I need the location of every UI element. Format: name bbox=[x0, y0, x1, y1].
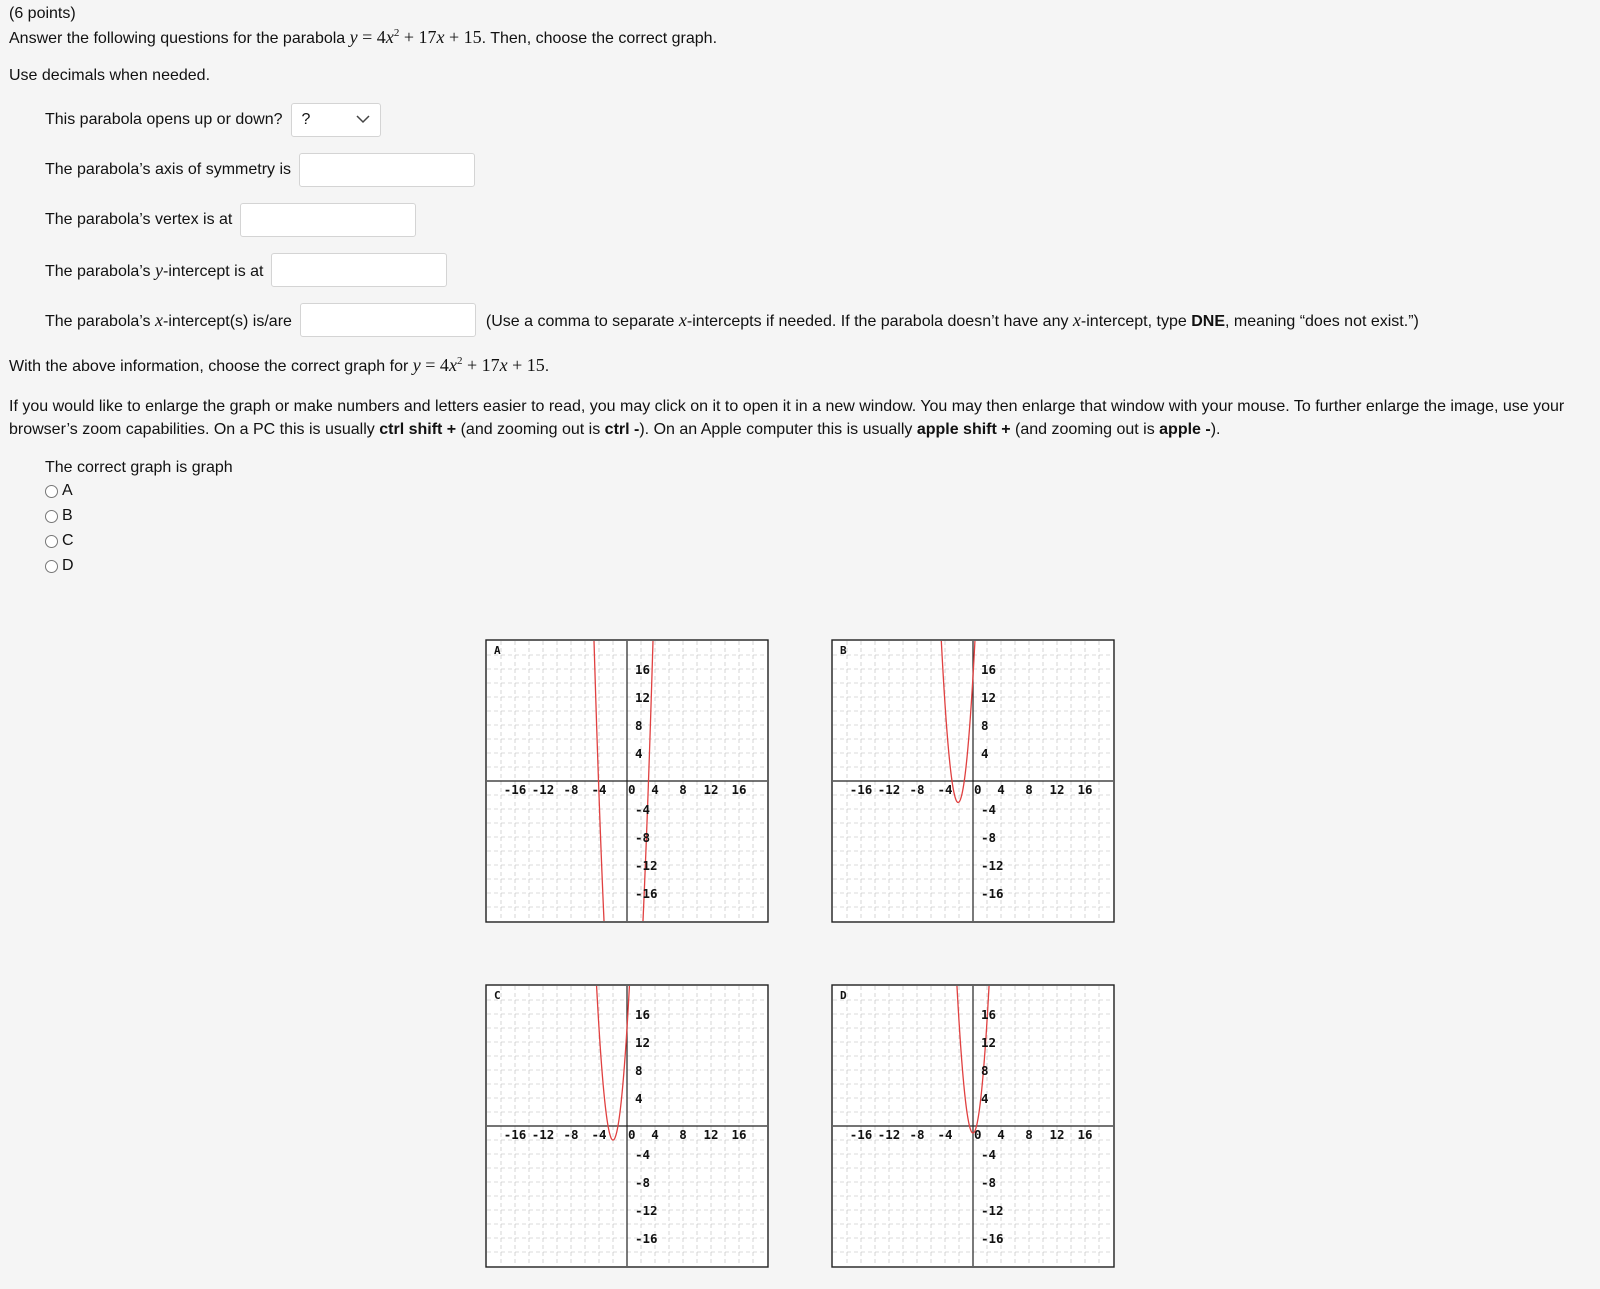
y-tick-label: 16 bbox=[635, 662, 651, 677]
x-tick-label: -4 bbox=[937, 1127, 953, 1142]
x-tick-label: 12 bbox=[703, 1127, 719, 1142]
x-tick-label: 4 bbox=[997, 1127, 1005, 1142]
y-tick-label: 12 bbox=[635, 1035, 651, 1050]
x-tick-label: 4 bbox=[997, 782, 1005, 797]
y-tick-label: 16 bbox=[981, 1007, 997, 1022]
radio-a[interactable] bbox=[45, 485, 58, 498]
x-tick-label: 12 bbox=[1049, 782, 1065, 797]
x-tick-label: 8 bbox=[1025, 1127, 1033, 1142]
y-tick-label: -12 bbox=[981, 858, 1004, 873]
vertex-label: The parabola’s vertex is at bbox=[45, 211, 233, 228]
x-tick-label: -12 bbox=[531, 1127, 555, 1142]
graph-panel-label: C bbox=[494, 989, 501, 1002]
graph-prompt: With the above information, choose the correct graph for $y = 4x^2 + 17x + 15$. bbox=[9, 355, 550, 375]
axis-question bbox=[45, 153, 475, 187]
decimals-note: Use decimals when needed. bbox=[9, 67, 211, 84]
y-tick-label: 4 bbox=[635, 746, 643, 761]
y-tick-label: -8 bbox=[635, 830, 651, 845]
graph-panel-label: A bbox=[494, 644, 501, 657]
radio-b[interactable] bbox=[45, 510, 58, 523]
x-tick-label: 0 bbox=[974, 782, 982, 797]
xint-question bbox=[45, 303, 1419, 337]
opens-question bbox=[45, 103, 381, 137]
opens-select[interactable] bbox=[291, 103, 381, 137]
chevron-down-icon bbox=[356, 111, 370, 129]
instructions bbox=[9, 27, 717, 48]
option-b[interactable]: B bbox=[45, 507, 73, 525]
y-tick-label: -8 bbox=[635, 1175, 651, 1190]
x-tick-label: -4 bbox=[591, 782, 607, 797]
x-tick-label: 0 bbox=[628, 782, 636, 797]
y-tick-label: -4 bbox=[635, 802, 651, 817]
option-d[interactable]: D bbox=[45, 557, 74, 575]
points-label: (6 points) bbox=[9, 5, 76, 22]
x-tick-label: 16 bbox=[1077, 782, 1093, 797]
y-tick-label: 8 bbox=[635, 1063, 643, 1078]
graph-svg bbox=[831, 639, 1115, 923]
y-tick-label: -4 bbox=[981, 802, 997, 817]
xint-hint: (Use a comma to separate x-intercepts if needed. If the parabola doesn’t have any x-intercept, type DNE, meaning “does not exist.”) bbox=[485, 309, 1419, 330]
x-tick-label: -8 bbox=[563, 1127, 579, 1142]
y-intercept-input[interactable] bbox=[271, 253, 447, 287]
y-tick-label: 16 bbox=[635, 1007, 651, 1022]
x-intercepts-input[interactable] bbox=[300, 303, 476, 337]
y-tick-label: 8 bbox=[981, 1063, 989, 1078]
x-tick-label: 8 bbox=[679, 782, 687, 797]
y-tick-label: -12 bbox=[635, 858, 658, 873]
y-tick-label: -4 bbox=[981, 1147, 997, 1162]
y-tick-label: 12 bbox=[981, 690, 997, 705]
axis-label: The parabola’s axis of symmetry is bbox=[45, 161, 292, 178]
yint-question bbox=[45, 253, 447, 287]
graph-svg bbox=[485, 639, 769, 923]
x-tick-label: 4 bbox=[651, 782, 659, 797]
graph-svg bbox=[831, 984, 1115, 1268]
y-tick-label: 12 bbox=[981, 1035, 997, 1050]
y-tick-label: 4 bbox=[635, 1091, 643, 1106]
vertex-input[interactable] bbox=[240, 203, 416, 237]
x-tick-label: 16 bbox=[731, 1127, 747, 1142]
y-tick-label: -8 bbox=[981, 1175, 997, 1190]
x-tick-label: -16 bbox=[849, 1127, 873, 1142]
x-tick-label: 12 bbox=[1049, 1127, 1065, 1142]
yint-label: The parabola’s y-intercept is at bbox=[45, 259, 264, 280]
y-tick-label: -12 bbox=[981, 1203, 1004, 1218]
x-tick-label: 12 bbox=[703, 782, 719, 797]
radio-d[interactable] bbox=[45, 560, 58, 573]
x-tick-label: -8 bbox=[563, 782, 579, 797]
xint-label: The parabola’s x-intercept(s) is/are bbox=[45, 309, 292, 330]
graph-d[interactable] bbox=[831, 984, 1115, 1268]
instruction-prefix: Answer the following questions for the parabola bbox=[9, 30, 346, 47]
x-tick-label: 4 bbox=[651, 1127, 659, 1142]
graph-panel-label: D bbox=[840, 989, 847, 1002]
x-tick-label: 0 bbox=[628, 1127, 636, 1142]
y-tick-label: 12 bbox=[635, 690, 651, 705]
axis-of-symmetry-input[interactable] bbox=[299, 153, 475, 187]
option-c[interactable]: C bbox=[45, 532, 74, 550]
x-tick-label: -16 bbox=[849, 782, 873, 797]
x-tick-label: 0 bbox=[974, 1127, 982, 1142]
graph-a[interactable] bbox=[485, 639, 769, 923]
y-tick-label: -12 bbox=[635, 1203, 658, 1218]
graph-b[interactable] bbox=[831, 639, 1115, 923]
y-tick-label: 4 bbox=[981, 746, 989, 761]
y-tick-label: 8 bbox=[635, 718, 643, 733]
y-tick-label: 4 bbox=[981, 1091, 989, 1106]
instruction-suffix: . Then, choose the correct graph. bbox=[481, 30, 718, 47]
choice-label: The correct graph is graph bbox=[45, 459, 233, 476]
graph-svg bbox=[485, 984, 769, 1268]
x-tick-label: -12 bbox=[877, 1127, 901, 1142]
x-tick-label: -4 bbox=[937, 782, 953, 797]
vertex-question bbox=[45, 203, 416, 237]
y-tick-label: -16 bbox=[981, 886, 1004, 901]
y-tick-label: 8 bbox=[981, 718, 989, 733]
x-tick-label: -4 bbox=[591, 1127, 607, 1142]
opens-select-value: ? bbox=[301, 111, 311, 128]
graph-panel-label: B bbox=[840, 644, 847, 657]
x-tick-label: -16 bbox=[503, 782, 527, 797]
y-tick-label: 16 bbox=[981, 662, 997, 677]
x-tick-label: -8 bbox=[909, 782, 925, 797]
x-tick-label: 8 bbox=[679, 1127, 687, 1142]
y-tick-label: -16 bbox=[981, 1231, 1004, 1246]
radio-c[interactable] bbox=[45, 535, 58, 548]
enlarge-instructions: If you would like to enlarge the graph or make numbers and letters easier to read, you may click on it to open it in a new window. You may then enlarge that window with your mouse. To further enlarge the image, use your browser’s zoom capabilities. On a PC this is usually ctrl shift + (and zooming out is ctrl -). On an Apple computer this is usually apple shift + (and zooming out is apple -). bbox=[9, 398, 1565, 438]
x-tick-label: 16 bbox=[1077, 1127, 1093, 1142]
y-tick-label: -4 bbox=[635, 1147, 651, 1162]
x-tick-label: 16 bbox=[731, 782, 747, 797]
x-tick-label: -16 bbox=[503, 1127, 527, 1142]
graph-c[interactable] bbox=[485, 984, 769, 1268]
y-tick-label: -8 bbox=[981, 830, 997, 845]
x-tick-label: -8 bbox=[909, 1127, 925, 1142]
option-a[interactable]: A bbox=[45, 482, 73, 500]
x-tick-label: -12 bbox=[877, 782, 901, 797]
x-tick-label: -12 bbox=[531, 782, 555, 797]
equation: $y = 4x^2 + 17x + 15$ bbox=[349, 27, 482, 47]
y-tick-label: -16 bbox=[635, 1231, 658, 1246]
x-tick-label: 8 bbox=[1025, 782, 1033, 797]
y-tick-label: -16 bbox=[635, 886, 658, 901]
opens-label: This parabola opens up or down? bbox=[45, 111, 283, 128]
